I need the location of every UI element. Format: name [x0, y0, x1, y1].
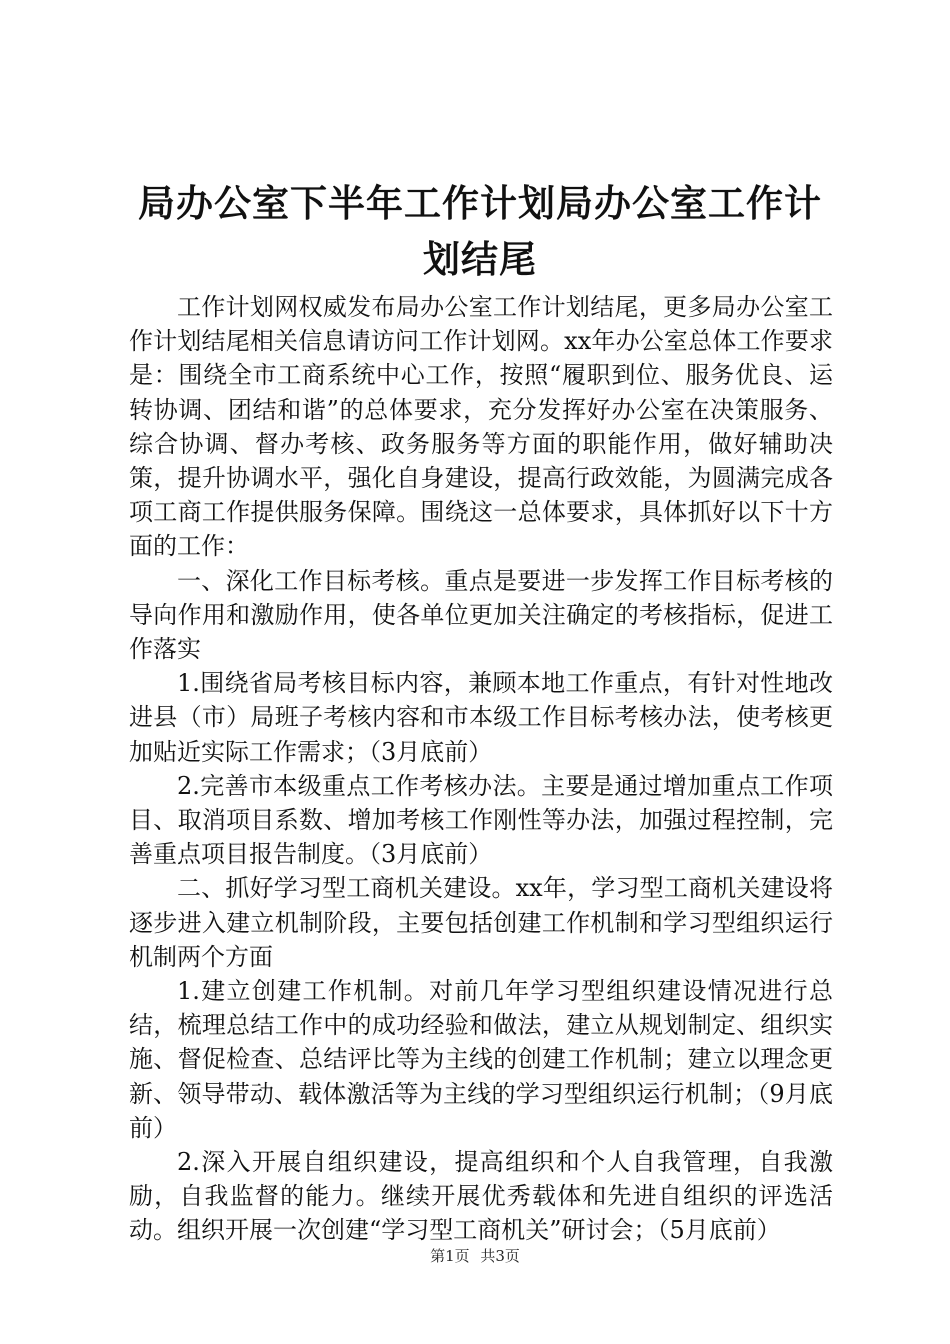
- section-2-heading: 二、抓好学习型工商机关建设。xx年，学习型工商机关建设将逐步进入建立机制阶段，主要包括创建工作机制和学习型组织运行机制两个方面: [129, 874, 833, 971]
- document-body: [129, 290, 833, 1248]
- section-2-item-2: 2.深入开展自组织建设，提高组织和个人自我管理，自我激励，自我监督的能力。继续开展优秀载体和先进自组织的评选活动。组织开展一次创建“学习型工商机关”研讨会；（5月底前）: [129, 1148, 833, 1245]
- page-number: 第1页: [430, 1247, 470, 1265]
- section-1-item-1: 1.围绕省局考核目标内容，兼顾本地工作重点，有针对性地改进县（市）局班子考核内容和市本级工作目标考核办法，使考核更加贴近实际工作需求；（3月底前）: [129, 669, 833, 766]
- page-total: 共3页: [480, 1247, 520, 1265]
- page-footer: [0, 1246, 950, 1266]
- section-2-item-1: 1.建立创建工作机制。对前几年学习型组织建设情况进行总结，梳理总结工作中的成功经验和做法，建立从规划制定、组织实施、督促检查、总结评比等为主线的创建工作机制；建立以理念更新、领导带动、载体激活等为主线的学习型组织运行机制；（9月底前）: [129, 977, 833, 1142]
- document-title: 局办公室下半年工作计划局办公室工作计划结尾: [138, 182, 822, 281]
- section-1-item-2: 2.完善市本级重点工作考核办法。主要是通过增加重点工作项目、取消项目系数、增加考核工作刚性等办法，加强过程控制，完善重点项目报告制度。（3月底前）: [129, 771, 833, 869]
- intro-paragraph: 工作计划网权威发布局办公室工作计划结尾，更多局办公室工作计划结尾相关信息请访问工作计划网。xx年办公室总体工作要求是：围绕全市工商系统中心工作，按照“履职到位、服务优良、运转协调、团结和谐”的总体要求，充分发挥好办公室在决策服务、综合协调、督办考核、政务服务等方面的职能作用，做好辅助决策，提升协调水平，强化自身建设，提高行政效能，为圆满完成各项工商工作提供服务保障。围绕这一总体要求，具体抓好以下十方面的工作：: [129, 293, 833, 561]
- section-1-heading: 一、深化工作目标考核。重点是要进一步发挥工作目标考核的导向作用和激励作用，使各单位更加关注确定的考核指标，促进工作落实: [129, 566, 833, 664]
